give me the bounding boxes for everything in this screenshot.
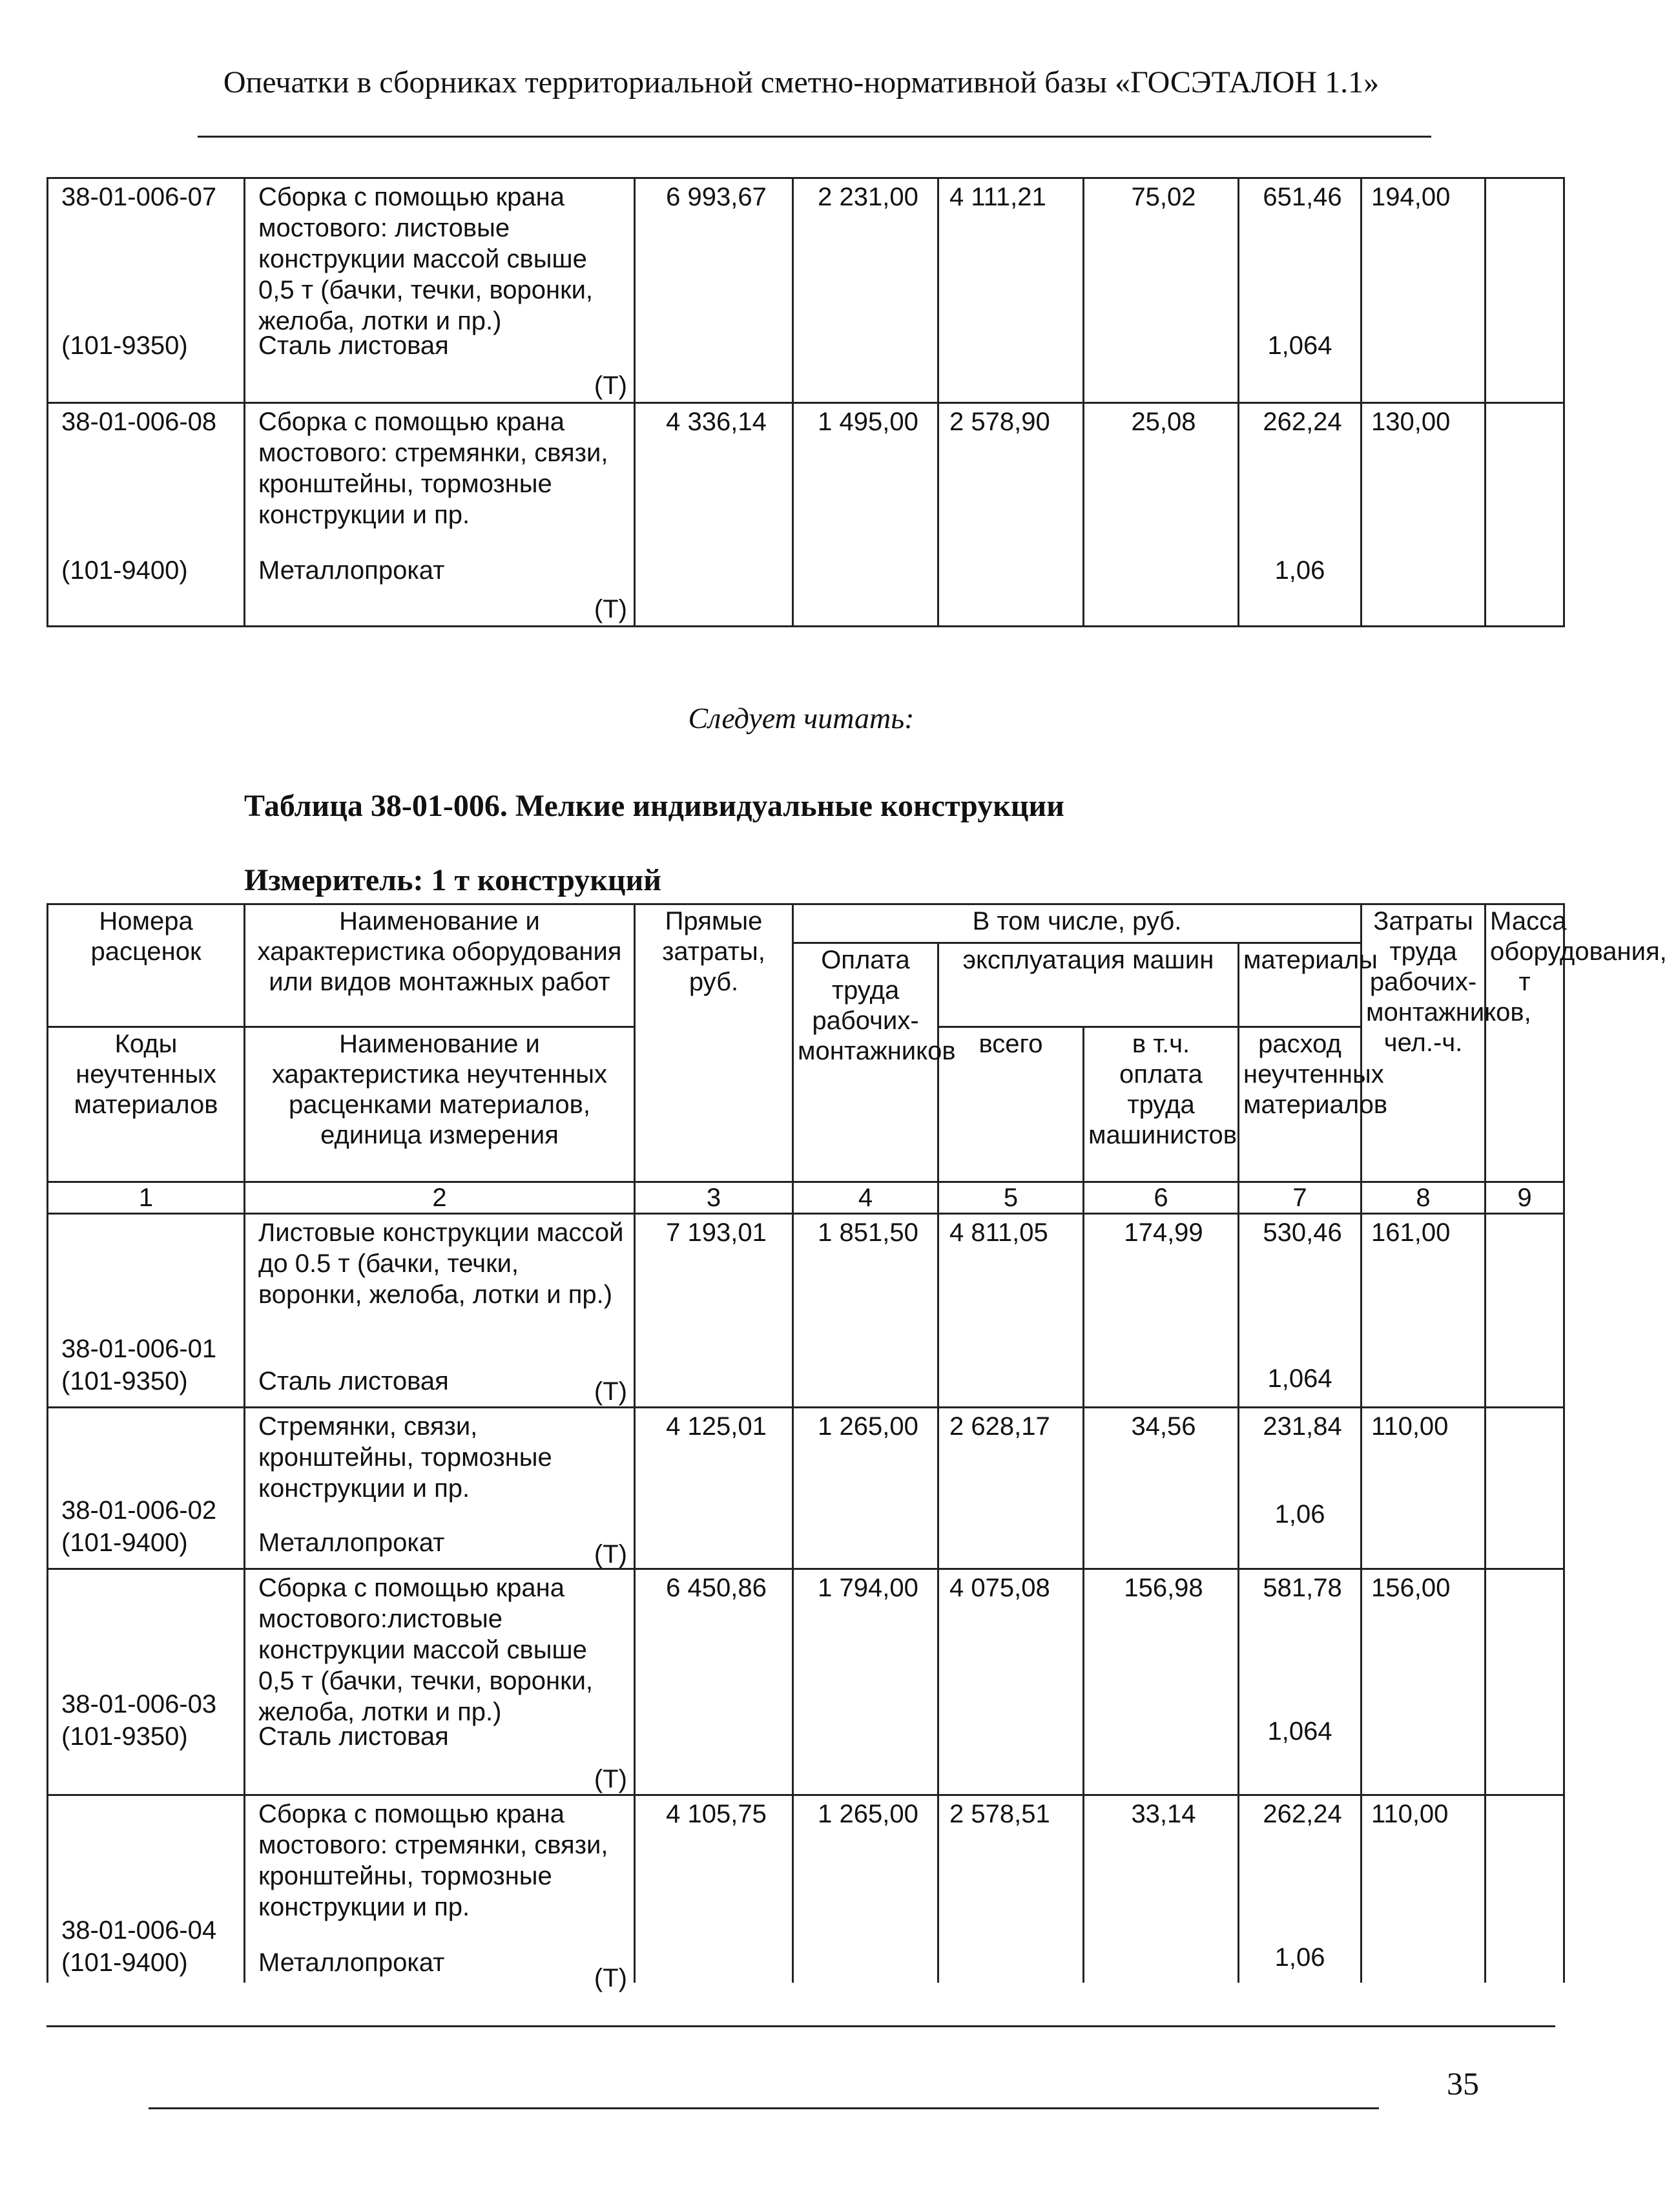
column-number: 6 [1084,1182,1239,1214]
material-usage: 1,06 [1274,1943,1325,1972]
operators-cost: 174,99 [1084,1214,1239,1408]
materials-cell [1239,1408,1362,1569]
rate-code-cell [48,178,245,403]
name-cell [245,1214,635,1408]
name-cell [245,1408,635,1569]
header-work-name: Наименование и характеристика оборудования или видов монтажных работ [245,904,635,1027]
unit-mark: (Т) [594,1964,627,1992]
rate-code-cell [48,403,245,627]
column-number: 9 [1486,1182,1564,1214]
table-row [48,1408,1564,1569]
material-usage: 1,06 [1274,556,1325,585]
equipment-mass [1486,178,1564,403]
table-title: Таблица 38-01-006. Мелкие индивидуальные конструкции [244,789,1064,823]
rate-code-cell [48,1795,245,1983]
machines-cost: 4 075,08 [938,1569,1084,1795]
material-code: (101-9350) [61,1367,188,1395]
materials-cost: 581,78 [1263,1574,1342,1602]
header-material-usage: расход неучтенных материалов [1239,1027,1362,1182]
operators-cost: 25,08 [1084,403,1239,627]
machines-cost: 2 578,90 [938,403,1084,627]
table-row [48,1214,1564,1408]
work-name: Стремянки, связи, кронштейны, тормозные конструкции и пр. [258,1412,552,1503]
header-materials: материалы [1239,943,1362,1027]
rate-code: 38-01-006-03 [61,1690,217,1718]
operators-cost: 156,98 [1084,1569,1239,1795]
erratum-table [47,177,1565,627]
table-row [48,403,1564,627]
rate-code-cell [48,1214,245,1408]
material-usage: 1,064 [1267,331,1332,360]
rate-code-cell [48,1408,245,1569]
materials-cost: 262,24 [1263,1800,1342,1828]
labor-hours: 194,00 [1362,178,1486,403]
unit-mark: (Т) [594,1540,627,1569]
equipment-mass [1486,403,1564,627]
header-direct-costs: Прямые затраты, руб. [635,904,793,1182]
header-equipment-mass: Масса оборудования, т [1486,904,1564,1182]
labor-cost: 2 231,00 [793,178,938,403]
table-row [48,1569,1564,1795]
material-usage: 1,064 [1267,1364,1332,1393]
material-name: Металлопрокат [258,1529,445,1557]
material-code: (101-9400) [61,1529,188,1557]
labor-cost: 1 265,00 [793,1408,938,1569]
page-header: Опечатки в сборниках территориальной сметно-нормативной базы «ГОСЭТАЛОН 1.1» [223,65,1380,99]
corrected-table [47,903,1667,1992]
header-labor-hours: Затраты труда рабочих-монтажников, чел.-ч. [1362,904,1486,1182]
materials-cell [1239,178,1362,403]
labor-cost: 1 265,00 [793,1795,938,1983]
rate-code: 38-01-006-07 [61,183,217,211]
machines-cost: 4 811,05 [938,1214,1084,1408]
material-code: (101-9400) [61,556,188,585]
direct-cost: 4 105,75 [635,1795,793,1983]
name-cell [245,1569,635,1795]
material-code: (101-9350) [61,1722,188,1751]
equipment-mass [1486,1408,1564,1569]
work-name: Листовые конструкции массой до 0.5 т (бачки, течки, воронки, желоба, лотки и пр.) [258,1218,624,1309]
operators-cost: 33,14 [1084,1795,1239,1983]
unit-mark: (Т) [594,595,627,623]
unit-mark: (Т) [594,1377,627,1406]
material-usage: 1,06 [1274,1500,1325,1529]
direct-cost: 7 193,01 [635,1214,793,1408]
rate-code: 38-01-006-08 [61,408,217,436]
header-including: В том числе, руб. [793,904,1362,943]
header-machines-total: всего [938,1027,1084,1182]
work-name: Сборка с помощью крана мостового: стремянки, связи, кронштейны, тормозные конструкции и пр. [258,1800,608,1921]
measure-unit: Измеритель: 1 т конструкций [244,863,661,897]
equipment-mass [1486,1214,1564,1408]
rate-code: 38-01-006-04 [61,1916,217,1945]
labor-hours: 161,00 [1362,1214,1486,1408]
footer-divider [149,2107,1379,2109]
column-number: 2 [245,1182,635,1214]
labor-cost: 1 495,00 [793,403,938,627]
column-number: 7 [1239,1182,1362,1214]
column-numbers-row [48,1182,1564,1214]
machines-cost: 2 578,51 [938,1795,1084,1983]
labor-hours: 110,00 [1362,1408,1486,1569]
work-name: Сборка с помощью крана мостового:листовые конструкции массой свыше 0,5 т (бачки, течки, воронки, желоба, лотки и пр.) [258,1574,594,1726]
header-rate-numbers: Номера расценок [48,904,245,1027]
materials-cell [1239,1214,1362,1408]
materials-cost: 262,24 [1263,408,1342,436]
column-number: 1 [48,1182,245,1214]
labor-hours: 130,00 [1362,403,1486,627]
operators-cost: 75,02 [1084,178,1239,403]
material-code: (101-9350) [61,331,188,360]
table-header-row [48,904,1564,943]
equipment-mass [1486,1795,1564,1983]
material-code: (101-9400) [61,1948,188,1977]
direct-cost: 6 993,67 [635,178,793,403]
header-material-codes: Коды неучтенных материалов [48,1027,245,1182]
rate-code-cell [48,1569,245,1795]
labor-cost: 1 851,50 [793,1214,938,1408]
material-name: Сталь листовая [258,1722,449,1751]
materials-cell [1239,1795,1362,1983]
machines-cost: 4 111,21 [938,178,1084,403]
labor-hours: 156,00 [1362,1569,1486,1795]
material-name: Сталь листовая [258,1367,449,1395]
column-number: 5 [938,1182,1084,1214]
materials-cost: 231,84 [1263,1412,1342,1441]
column-number: 4 [793,1182,938,1214]
rate-code: 38-01-006-02 [61,1496,217,1525]
work-name: Сборка с помощью крана мостового: стремянки, связи, кронштейны, тормозные конструкции и пр. [258,408,608,529]
unit-mark: (Т) [594,1765,627,1793]
machines-cost: 2 628,17 [938,1408,1084,1569]
equipment-mass [1486,1569,1564,1795]
header-operators: в т.ч. оплата труда машинистов [1084,1027,1239,1182]
header-machines: эксплуатация машин [938,943,1239,1027]
name-cell [245,403,635,627]
direct-cost: 4 336,14 [635,403,793,627]
direct-cost: 4 125,01 [635,1408,793,1569]
labor-hours: 110,00 [1362,1795,1486,1983]
work-name: Сборка с помощью крана мостового: листовые конструкции массой свыше 0,5 т (бачки, течки, воронки, желоба, лотки и пр.) [258,183,594,335]
material-usage: 1,064 [1267,1717,1332,1746]
header-divider [198,136,1431,138]
material-name: Сталь листовая [258,331,449,360]
materials-cost: 651,46 [1263,183,1342,211]
labor-cost: 1 794,00 [793,1569,938,1795]
column-number: 3 [635,1182,793,1214]
header-labor-cost: Оплата труда рабочих-монтажников [793,943,938,1182]
header-material-name: Наименование и характеристика неучтенных расценками материалов, единица измерения [245,1027,635,1182]
table-row [48,1795,1564,1983]
unit-mark: (Т) [594,371,627,400]
materials-cell [1239,403,1362,627]
page-number: 35 [1447,2065,1479,2102]
operators-cost: 34,56 [1084,1408,1239,1569]
name-cell [245,1795,635,1992]
column-number: 8 [1362,1182,1486,1214]
material-name: Металлопрокат [258,1948,445,1977]
read-as-label: Следует читать: [688,702,915,735]
materials-cost: 530,46 [1263,1218,1342,1247]
materials-cell [1239,1569,1362,1795]
name-cell [245,178,635,403]
rate-code: 38-01-006-01 [61,1335,217,1363]
material-name: Металлопрокат [258,556,445,585]
table-bottom-rule [47,2025,1555,2027]
table-row [48,178,1564,403]
direct-cost: 6 450,86 [635,1569,793,1795]
